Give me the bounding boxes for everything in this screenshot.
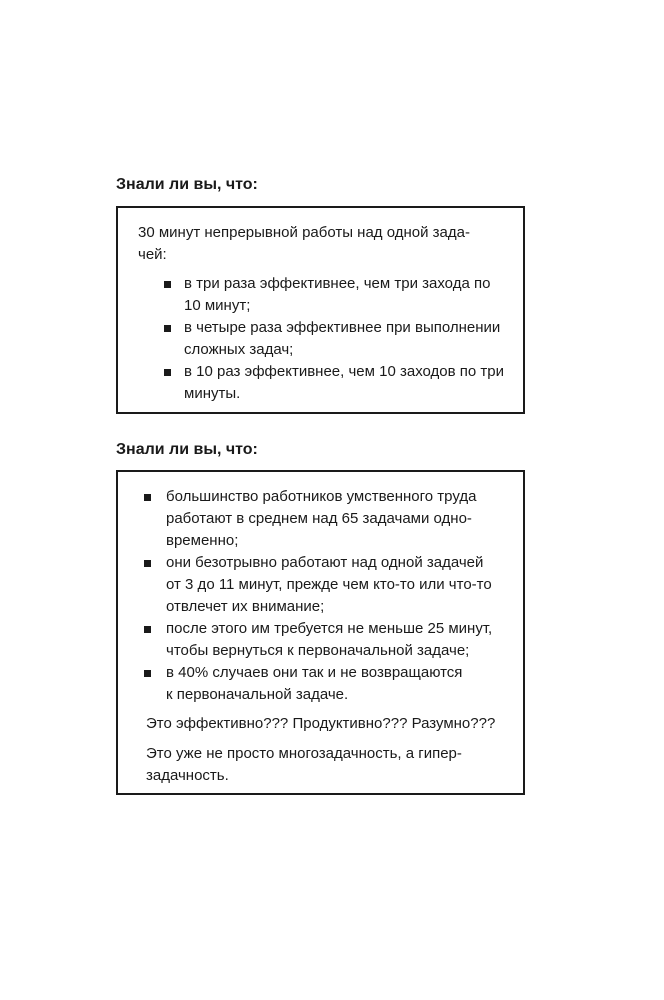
bullet-text: 10 минут; [184,297,251,314]
bullet-square-icon [144,670,151,677]
fact-box-1 [116,206,525,414]
bullet-text: в 10 раз эффективнее, чем 10 заходов по три [184,363,504,380]
bullet-text: в 40% случаев они так и не возвращаются [166,664,463,681]
bullet-text: они безотрывно работают над одной задачей [166,554,484,571]
bullet-square-icon [164,369,171,376]
conclusion-line: задачность. [146,767,229,784]
intro-line: чей: [138,246,167,263]
bullet-text: после этого им требуется не меньше 25 минут, [166,620,493,637]
bullet-square-icon [164,325,171,332]
bullet-text: минуты. [184,385,241,402]
bullet-text: чтобы вернуться к первоначальной задаче; [166,642,470,659]
section-heading: Знали ли вы, что: [116,176,258,193]
bullet-text: в четыре раза эффективнее при выполнении [184,319,501,336]
bullet-text: сложных задач; [184,341,294,358]
conclusion-line: Это уже не просто многозадачность, а гипер- [146,745,462,762]
bullet-square-icon [144,494,151,501]
bullet-text: работают в среднем над 65 задачами одно- [166,510,472,527]
question-line: Это эффективно??? Продуктивно??? Разумно??? [146,715,496,732]
fact-box-2 [116,470,525,795]
bullet-text: отвлечет их внимание; [166,598,325,615]
bullet-square-icon [144,626,151,633]
bullet-text: от 3 до 11 минут, прежде чем кто-то или что-то [166,576,492,593]
bullet-text: в три раза эффективнее, чем три захода по [184,275,491,292]
bullet-text: большинство работников умственного труда [166,488,477,505]
bullet-square-icon [164,281,171,288]
bullet-square-icon [144,560,151,567]
intro-line: 30 минут непрерывной работы над одной зада- [138,224,470,241]
bullet-text: временно; [166,532,239,549]
section-heading: Знали ли вы, что: [116,441,258,458]
bullet-text: к первоначальной задаче. [166,686,349,703]
